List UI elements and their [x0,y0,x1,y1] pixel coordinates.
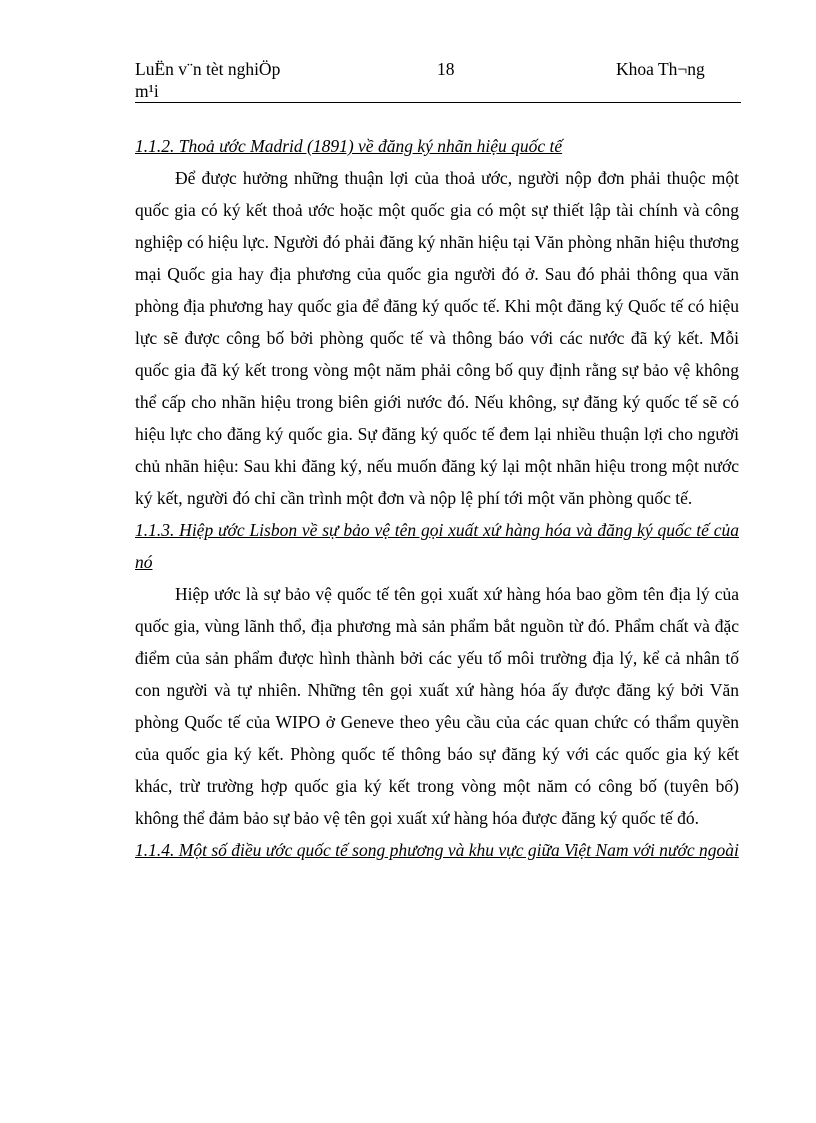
page-content [135,130,739,866]
header-faculty: Khoa Th¬ng [616,59,705,79]
header-thesis-title-continued: m¹i [135,81,159,101]
section-body-1-1-2: Để được hưởng những thuận lợi của thoả ước, người nộp đơn phải thuộc một quốc gia có ký kết thoả ước hoặc một quốc gia có một sự thiết lập tài chính và công nghiệp có hiệu lực. Người đó phải đăng ký nhãn hiệu tại Văn phòng nhãn hiệu thương mại Quốc gia hay địa phương của quốc gia người đó ở. Sau đó phải thông qua văn phòng địa phương hay quốc gia để đăng ký quốc tế. Khi một đăng ký Quốc tế có hiệu lực sẽ được công bố bởi phòng quốc tế và thông báo với các nước đã ký kết. Mỗi quốc gia đã ký kết trong vòng một năm phải công bố quy định rằng sự bảo vệ không thể cấp cho nhãn hiệu trong biên giới nước đó. Nếu không, sự đăng ký quốc tế sẽ có hiệu lực cho đăng ký quốc gia. Sự đăng ký quốc tế đem lại nhiều thuận lợi cho người chủ nhãn hiệu: Sau khi đăng ký, nếu muốn đăng ký lại một nhãn hiệu trong một nước ký kết, người đó chỉ cần trình một đơn và nộp lệ phí tới một văn phòng quốc tế. [135,168,739,508]
page-header [135,58,741,104]
page-number: 18 [437,59,455,79]
header-divider [135,102,741,103]
section-body-1-1-3: Hiệp ước là sự bảo vệ quốc tế tên gọi xuất xứ hàng hóa bao gồm tên địa lý của quốc gia, vùng lãnh thổ, địa phương mà sản phẩm bắt nguồn từ đó. Phẩm chất và đặc điểm của sản phẩm được hình thành bởi các yếu tố môi trường địa lý, kể cả nhân tố con người và tự nhiên. Những tên gọi xuất xứ hàng hóa ấy được đăng ký bởi Văn phòng Quốc tế của WIPO ở Geneve theo yêu cầu của các quan chức có thẩm quyền của quốc gia ký kết. Phòng quốc tế thông báo sự đăng ký với các quốc gia ký kết khác, trừ trường hợp quốc gia ký kết trong vòng một năm có công bố (tuyên bố) không thể đảm bảo sự bảo vệ tên gọi xuất xứ hàng hóa được đăng ký quốc tế đó. [135,584,739,828]
header-thesis-title: LuËn v¨n tèt nghiÖp [135,59,281,79]
section-heading-1-1-2: 1.1.2. Thoả ước Madrid (1891) về đăng ký nhãn hiệu quốc tế [135,136,563,156]
section-heading-1-1-4: 1.1.4. Một số điều ước quốc tế song phương và khu vực giữa Việt Nam với nước ngoài [135,840,739,860]
section-heading-1-1-3: 1.1.3. Hiệp ước Lisbon về sự bảo vệ tên gọi xuất xứ hàng hóa và đăng ký quốc tế của nó [135,520,739,572]
